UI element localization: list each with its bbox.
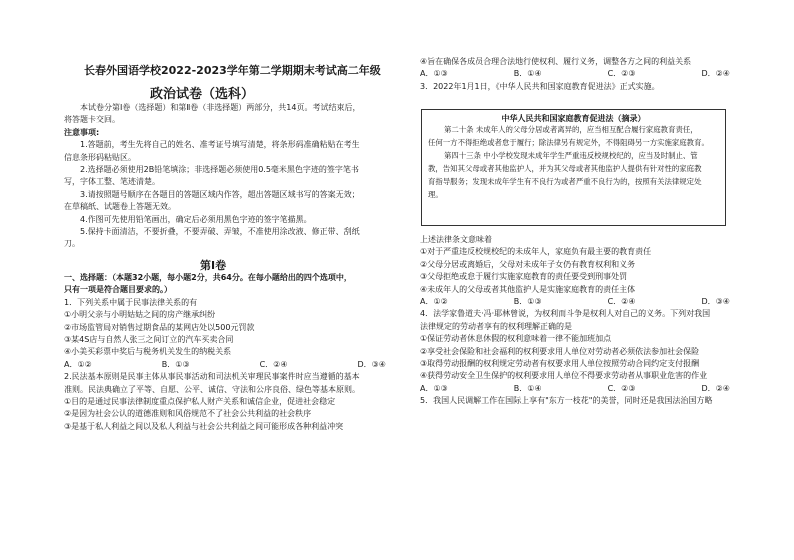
exam-title: 长春外国语学校2022-2023学年第二学期期末考试高二年级 [84,64,381,77]
option-b: B．①④ [513,383,542,393]
option-d: D．③④ [357,359,386,369]
question-stem: 法律规定的劳动者享有的权利理解正确的是 [420,321,572,331]
answer-options [420,68,730,80]
option-d: D．②④ [701,383,730,393]
answer-item: ①对于严重违反校规校纪的未成年人，家庭负有最主要的教育责任 [420,247,652,257]
answer-item: ②父母分居或离婚后，父母对未成年子女仍有教育权利和义务 [420,259,636,269]
question-stem: 4．法学家鲁道夫·冯·耶林曾说，为权利而斗争是权利人对自己的义务。下列对我国 [420,309,711,319]
answer-item: ②是因为社会公认的道德准则和风俗规范不了社会公共利益的社会秩序 [64,409,312,419]
answer-item: ④小美买彩票中奖后与税务机关发生的纳税关系 [64,347,232,357]
law-excerpt-line: 第二十条 未成年人的父母分居或者离异的，应当相互配合履行家庭教育责任， [444,125,698,134]
left-column [64,102,386,251]
answer-item: ③父母拒绝或怠于履行实施家庭教育的责任要受到刑事处罚 [420,272,628,282]
answer-item: ①保证劳动者休息休假的权利意味着一律不能加班加点 [420,334,612,344]
question-lead: 上述法律条文意味着 [420,235,492,244]
law-excerpt-line: 理。 [428,189,443,199]
note-line: 3.请按照题号顺序在各题目的答题区域内作答，超出答题区域书写的答案无效； [80,189,360,199]
option-c: C．②③ [607,69,636,79]
question-stem: 1．下列关系中属于民事法律关系的有 [64,297,198,307]
option-b: B．①④ [513,69,542,79]
option-a: A．①③ [420,69,448,79]
answer-item: ①目的是通过民事法律制度重点保护私人财产关系和诚信企业，促进社会稳定 [64,396,336,406]
law-excerpt-line: 育指导服务；发现未成年学生有不良行为或者严重不良行为的，按照有关法律规定处 [428,176,702,186]
option-d: D．②④ [701,69,730,79]
option-c: C．②④ [259,359,288,369]
answer-item: ③是基于私人利益之间以及私人利益与社会公共利益之间可能形成各种利益冲突 [64,421,344,431]
note-line: 刀。 [64,239,80,249]
note-line: 信息条形码粘贴区。 [64,152,136,162]
right-column-questions [420,234,730,407]
answer-item: ④未成年人的父母或者其他监护人是实施家庭教育的责任主体 [420,284,636,294]
note-line: 5.保持卡面清洁，不要折叠，不要弄破、弄皱，不准使用涂改液、修正带、刮纸 [80,226,360,236]
note-line: 写，字体工整、笔迹清楚。 [64,177,160,187]
answer-item: ③取得劳动报酬的权利规定劳动者有权要求用人单位按照劳动合同约定支付报酬 [420,358,700,368]
notes-title: 注意事项: [64,127,100,137]
intro-line: 本试卷分第Ⅰ卷（选择题）和第Ⅱ卷（非选择题）两部分，共14页。考试结束后， [80,103,361,112]
note-line: 4.作图可先使用铅笔画出，确定后必须用黑色字迹的签字笔描黑。 [80,214,312,224]
part-heading: 第Ⅰ卷 [200,259,227,272]
option-b: B．①③ [513,296,542,306]
answer-item: ①小明父亲与小明姑姑之间的房产继承纠纷 [64,310,216,320]
option-b: B．①③ [161,359,190,369]
answer-item: ②市场监管局对销售过期食品的某网店处以500元罚款 [64,322,255,332]
answer-item: ③某4S店与自然人张三之间订立的汽车买卖合同 [64,334,234,344]
right-column-top [420,56,730,93]
intro-line: 将答题卡交回。 [64,115,120,125]
answer-options [64,359,386,371]
law-excerpt-line: 教，告知其父母或者其他监护人，并为其父母或者其他监护人提供有针对性的家庭教 [428,163,702,173]
law-excerpt-line: 任何一方不得拒绝或者怠于履行；除法律另有规定外，不得阻碍另一方实施家庭教育。 [428,137,709,147]
note-line: 1.答题前，考生先将自己的姓名、准考证号填写清楚，将条形码准确粘贴在考生 [80,140,360,150]
option-a: A．①② [64,359,92,369]
note-line: 2.选择题必须使用2B铅笔填涂；非选择题必须使用0.5毫米黑色字迹的签字笔书 [80,164,359,174]
question-stem: 准则。民法典确立了平等、自愿、公平、诚信、守法和公序良俗、绿色等基本原则。 [64,384,360,394]
question-stem: 2.民法基本原则是民事主体从事民事活动和司法机关审理民事案件时应当遵循的基本 [64,372,360,382]
answer-item: ②享受社会保险和社会福利的权利要求用人单位对劳动者必须依法参加社会保险 [420,346,700,356]
answer-item: ④旨在确保各成员合理合法地行使权利、履行义务，调整各方之间的利益关系 [420,57,692,66]
answer-item: ④获得劳动安全卫生保护的权利要求用人单位不得要求劳动者从事职业危害的作业 [420,371,708,381]
option-d: D．③④ [701,296,730,306]
law-excerpt-box [421,109,726,226]
option-c: C．②④ [607,296,636,306]
question-stem: 3．2022年1月1日，《中华人民共和国家庭教育促进法》正式实施。 [420,81,660,91]
question-stem: 5．我国人民调解工作在国际上享有"东方一枝花"的美誉，同时还是我国法治国方略 [420,396,713,406]
option-a: A．①③ [420,383,448,393]
section-instructions: 一、选择题：（本题32小题，每小题2分，共64分。在每小题给出的四个选项中， [64,273,352,282]
answer-options [420,383,730,395]
option-a: A．①② [420,296,448,306]
law-excerpt-title: 中华人民共和国家庭教育促进法（摘录） [501,114,646,123]
left-column-questions [64,272,386,433]
note-line: 在草稿纸、试题卷上答题无效。 [64,202,176,212]
section-instructions: 只有一项是符合题目要求的。） [64,285,172,295]
option-c: C．②③ [607,383,636,393]
law-excerpt-line: 第四十三条 中小学校发现未成年学生严重违反校规校纪的，应当及时制止、管 [444,150,698,160]
exam-subject: 政治试卷（选科） [150,87,255,102]
answer-options [420,296,730,308]
